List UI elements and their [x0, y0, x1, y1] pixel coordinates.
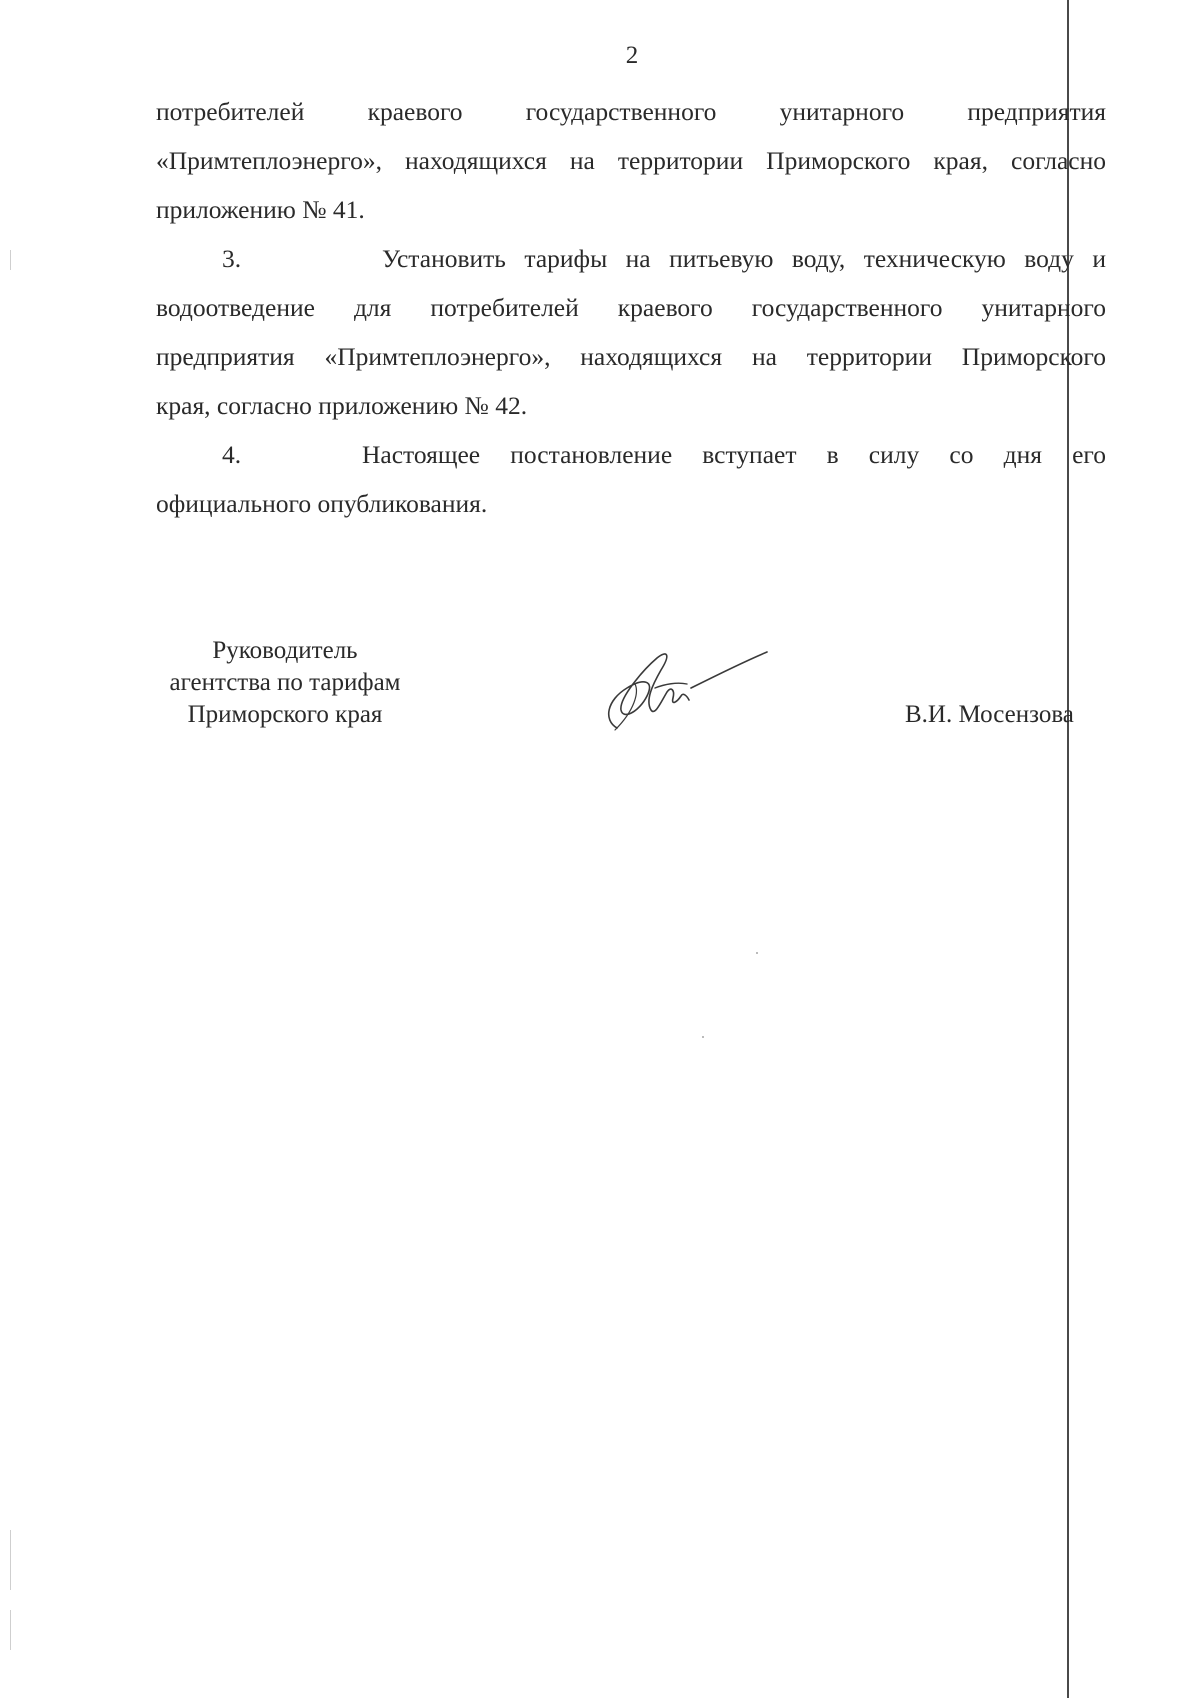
paragraph-3: [156, 234, 1106, 430]
paragraph-first-line: [156, 430, 1106, 479]
paragraph-line: «Примтеплоэнерго», находящихся на территории Приморского края, согласно: [156, 146, 1106, 175]
paragraph-line: официального опубликования.: [156, 489, 488, 518]
scan-speck: [10, 250, 11, 270]
paragraph-continuation: [156, 87, 1106, 234]
paragraph-number: 4.: [222, 440, 242, 469]
signatory-title-line: Руководитель: [212, 637, 358, 664]
signatory-title-line: Приморского края: [187, 701, 383, 728]
scan-speck: [10, 1610, 11, 1650]
signatory-name: В.И. Мосензова: [905, 701, 1074, 728]
paragraph-line: Установить тарифы на питьевую воду, техническую воду и: [382, 244, 1106, 273]
page-number: 2: [625, 42, 639, 69]
paragraph-line: приложению № 41.: [156, 195, 365, 224]
paragraph-number: 3.: [222, 244, 242, 273]
scan-speck: [756, 952, 758, 954]
handwritten-signature: [595, 640, 770, 735]
signatory-title: [140, 635, 430, 731]
paragraph-line: края, согласно приложению № 42.: [156, 391, 528, 420]
paragraph-4: [156, 430, 1106, 528]
scan-speck: [10, 1530, 11, 1590]
paragraph-line: потребителей краевого государственного унитарного предприятия: [156, 97, 1106, 126]
scan-speck: [702, 1036, 704, 1038]
paragraph-line: Настоящее постановление вступает в силу со дня его: [362, 440, 1106, 469]
signatory-title-line: агентства по тарифам: [169, 669, 401, 696]
paragraph-first-line: [156, 234, 1106, 283]
paragraph-line: водоотведение для потребителей краевого государственного унитарного: [156, 293, 1106, 322]
paragraph-line: предприятия «Примтеплоэнерго», находящихся на территории Приморского: [156, 342, 1106, 371]
